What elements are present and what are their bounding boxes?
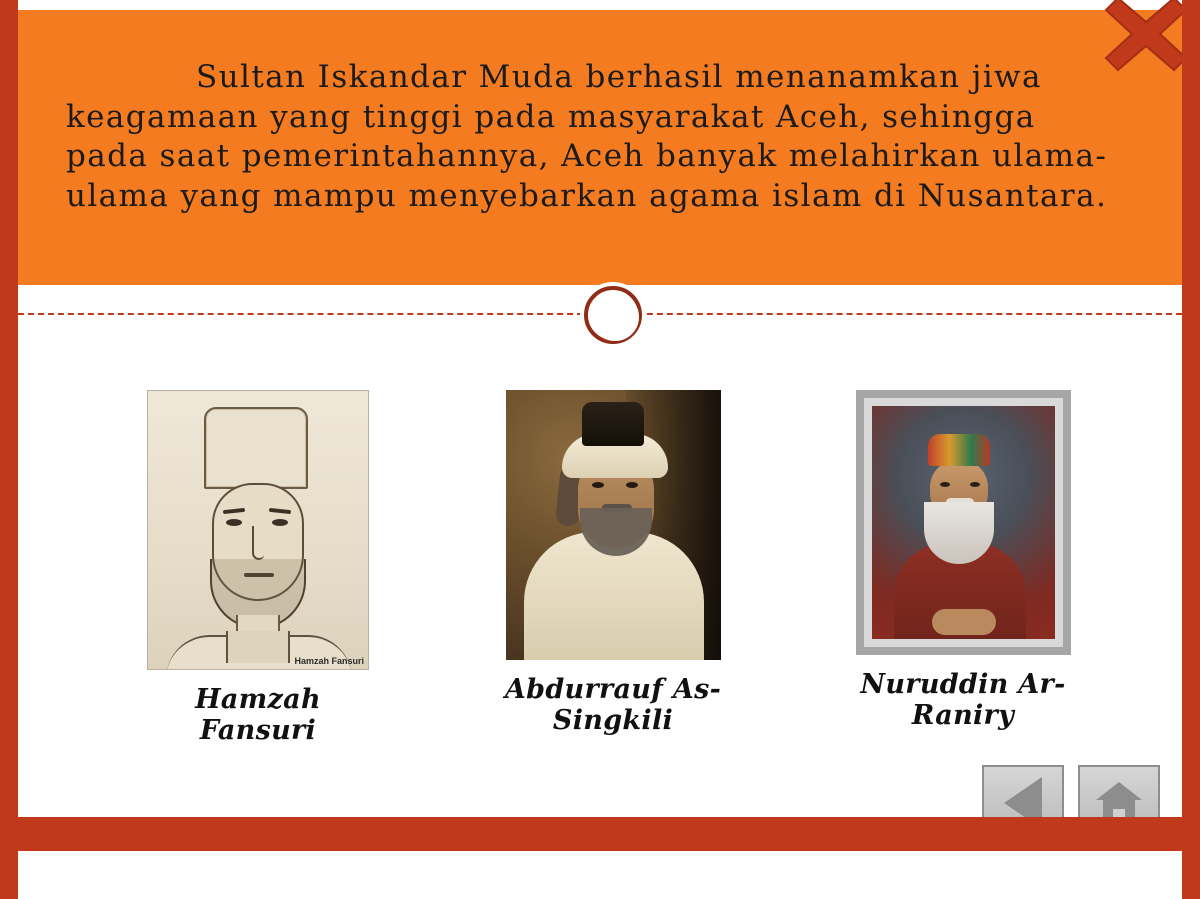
header-banner: [18, 10, 1182, 285]
figure-abdurrauf-as-singkili: [488, 390, 738, 736]
divider-circle-ornament: [584, 286, 642, 344]
portrait-embedded-label: Hamzah Fansuri: [294, 656, 364, 666]
figure-row: [18, 360, 1182, 790]
figure-caption: Abdurrauf As-Singkili: [504, 674, 722, 737]
close-x-icon[interactable]: [1104, 0, 1188, 72]
footer-white-strip: [0, 851, 1200, 899]
footer-bar: [0, 817, 1200, 851]
figure-caption: Hamzah Fansuri: [195, 684, 321, 747]
portrait-hamzah-fansuri-image: [147, 390, 369, 670]
figure-nuruddin-ar-raniry: [838, 390, 1088, 731]
figure-hamzah-fansuri: [138, 390, 378, 746]
portrait-abdurrauf-as-singkili-image: [506, 390, 721, 660]
figure-caption: Nuruddin Ar-Raniry: [860, 669, 1066, 732]
portrait-nuruddin-ar-raniry-image: [856, 390, 1071, 655]
slide-body-text: Sultan Iskandar Muda berhasil menanamkan jiwa keagamaan yang tinggi pada masyarakat Aceh, sehingga pada saat pemerintahannya, Aceh banyak melahirkan ulama-ulama yang mampu menyebarkan agama islam di Nusantara.: [66, 59, 1108, 215]
